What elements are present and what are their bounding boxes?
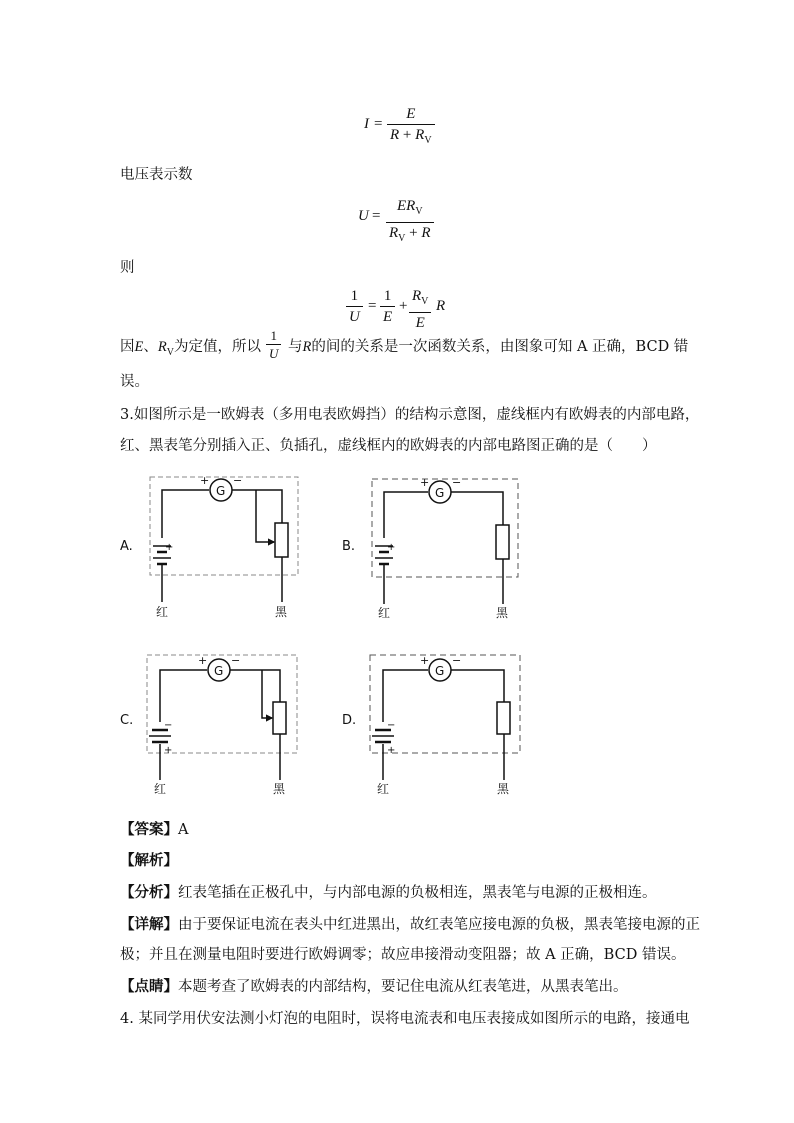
svg-text:−: − xyxy=(231,654,241,667)
eq2-lhs: U xyxy=(358,208,369,224)
eq3-term2: $\frac{R_V}{E}$ xyxy=(409,286,431,333)
q3-line1: 3.如图所示是一欧姆表（多用电表欧姆挡）的结构示意图，虚线框内有欧姆表的内部电路， xyxy=(120,407,700,423)
eq3-equals: = xyxy=(368,298,377,314)
q3-line2: 红、黑表笔分别插入正、负插孔，虚线框内的欧姆表的内部电路图正确的是（ ） xyxy=(120,438,657,454)
svg-text:+: + xyxy=(387,745,396,756)
diagram-c-label: C. xyxy=(120,713,134,728)
diagram-d-label: D. xyxy=(342,713,357,728)
svg-text:G: G xyxy=(216,484,226,498)
diagram-a-black-label: 黑 xyxy=(275,605,288,619)
eq2-equals: = xyxy=(372,208,381,224)
answer-tag: 【答案】 xyxy=(120,821,178,838)
svg-text:−: − xyxy=(452,476,462,489)
label-then: 则 xyxy=(120,260,135,276)
diagram-a-rheostat xyxy=(275,523,288,557)
equation-voltage xyxy=(356,196,456,244)
diagram-a xyxy=(120,474,298,619)
answer-value: A xyxy=(178,822,189,838)
circuit-diagrams xyxy=(0,470,794,810)
eq3-var: R xyxy=(436,298,446,314)
eq1-lhs: I xyxy=(364,116,369,132)
eq1-equals: = xyxy=(374,116,383,132)
eq2-denominator: $R_V + R$ xyxy=(389,225,431,244)
equation-reciprocal xyxy=(346,286,486,330)
analysis-tag: 【解析】 xyxy=(120,852,178,869)
svg-text:+: + xyxy=(200,474,210,487)
svg-text:−: − xyxy=(387,720,396,731)
para-because-line1: 因E、$R_V$为定值，所以 xyxy=(120,339,261,358)
para-because-fraction: $\frac{1}{U}$ xyxy=(266,327,281,362)
svg-text:G: G xyxy=(214,664,224,678)
q4-line1: 4. 某同学用伏安法测小灯泡的电阻时，误将电流表和电压表接成如图所示的电路，接通电 xyxy=(120,1011,690,1027)
label-voltmeter: 电压表示数 xyxy=(120,167,193,183)
eq1-fraction xyxy=(387,104,435,151)
svg-text:−: − xyxy=(452,654,462,667)
svg-text:−: − xyxy=(233,474,243,487)
para-because-line2: 误。 xyxy=(120,374,149,390)
diagram-d xyxy=(342,654,520,796)
svg-text:G: G xyxy=(435,664,445,678)
eq1-denominator: $R + R_V$ xyxy=(390,127,432,146)
svg-text:+: + xyxy=(420,476,430,489)
diagram-d-resistor xyxy=(497,702,510,734)
diagram-a-red-label: 红 xyxy=(156,605,169,619)
diagram-d-black-label: 黑 xyxy=(497,782,510,796)
diagram-b-label: B. xyxy=(342,539,356,554)
diagram-d-red-label: 红 xyxy=(377,782,390,796)
svg-text:+: + xyxy=(387,542,396,553)
xiangjie-line2: 极；并且在测量电阻时要进行欧姆调零；故应串接滑动变阻器；故 A 正确，BCD 错误。 xyxy=(120,947,686,963)
equation-current xyxy=(360,104,460,148)
answer-line xyxy=(120,820,188,840)
diagram-b-red-label: 红 xyxy=(378,606,391,620)
diagram-c-red-label: 红 xyxy=(154,782,167,796)
xiangjie-line1: 【详解】由于要保证电流在表头中红进黑出，故红表笔应接电源的负极，黑表笔接电源的正 xyxy=(120,916,700,933)
para-because-line1-rest: 与R的间的关系是一次函数关系，由图象可知 A 正确，BCD 错 xyxy=(288,339,689,355)
svg-text:−: − xyxy=(164,720,173,731)
diagram-b-resistor xyxy=(496,525,509,559)
eq3-lhs-fraction: $\frac{1}{U}$ xyxy=(346,286,363,327)
eq2-fraction xyxy=(386,196,434,249)
svg-text:+: + xyxy=(420,654,430,667)
fenxi-line: 【分析】红表笔插在正极孔中，与内部电源的负极相连，黑表笔与电源的正极相连。 xyxy=(120,884,657,901)
svg-text:G: G xyxy=(435,486,445,500)
diagram-c-rheostat xyxy=(273,702,286,734)
svg-text:+: + xyxy=(164,745,173,756)
diagram-a-label: A. xyxy=(120,539,133,554)
diagram-b-black-label: 黑 xyxy=(496,606,509,620)
diagram-b xyxy=(342,476,518,620)
svg-text:+: + xyxy=(198,654,208,667)
eq3-plus: + xyxy=(399,298,408,314)
eq2-numerator: $ER_V$ xyxy=(386,196,434,223)
svg-text:+: + xyxy=(165,542,174,553)
eq3-term1: $\frac{1}{E}$ xyxy=(380,286,395,327)
diagram-c-black-label: 黑 xyxy=(273,782,286,796)
diagram-c xyxy=(120,654,297,796)
dianjing-line: 【点睛】本题考查了欧姆表的内部结构，要记住电流从红表笔进，从黑表笔出。 xyxy=(120,978,628,995)
eq1-numerator: E xyxy=(387,104,435,125)
